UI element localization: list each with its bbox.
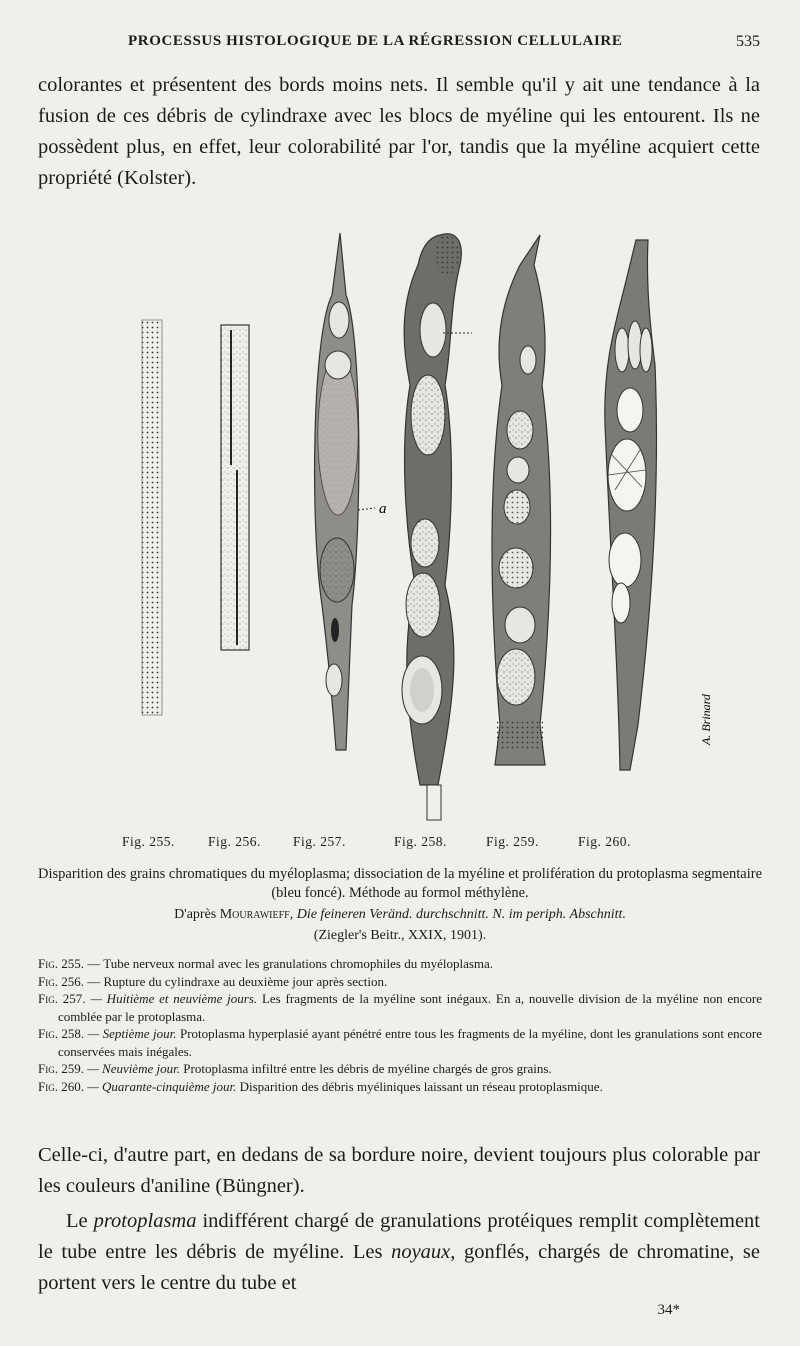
figure-legend xyxy=(38,955,762,1095)
fig-257-drawing xyxy=(315,233,387,750)
artist-signature: A. Brinard xyxy=(699,694,713,745)
fig-label-256: Fig. 256. xyxy=(208,834,261,849)
running-title: PROCESSUS HISTOLOGIQUE DE LA RÉGRESSION CELLULAIRE xyxy=(128,33,623,49)
caption-main: Disparition des grains chromatiques du myéloplasma; dissociation de la myéline et prolifération du protoplasma segmentaire (bleu foncé). Méthode au formol méthylène. xyxy=(38,866,763,901)
annotation-a: a xyxy=(379,501,387,517)
fig-label-259: Fig. 259. xyxy=(486,834,539,849)
fig-259-drawing xyxy=(492,235,550,765)
caption-source: D'après Mourawieff, Die feineren Veränd. durchschnitt. N. im periph. Abschnitt. xyxy=(174,907,626,922)
fig-255-drawing xyxy=(142,320,162,715)
fig-label-255: Fig. 255. xyxy=(122,834,175,849)
source-author: Mourawieff xyxy=(219,907,290,922)
source-prefix: D'après xyxy=(174,907,220,922)
paragraph-bottom-1 xyxy=(38,1140,760,1202)
signature-folio: 34* xyxy=(657,1302,680,1318)
fig-256-drawing xyxy=(221,325,249,650)
paragraph-bottom-1-text: Celle-ci, d'autre part, en dedans de sa bordure noire, devient toujours plus colorable par les couleurs d'aniline (Büngner). xyxy=(38,1144,760,1197)
figure-labels xyxy=(0,834,800,854)
legend-item: Fig. 260. — Quarante-cinquième jour. Disparition des débris myéliniques laissant un réseau protoplasmique. xyxy=(38,1078,603,1094)
fig-260-drawing xyxy=(605,240,713,770)
legend-item: Fig. 258. — Septième jour. Protoplasma hyperplasié ayant pénétré entre tous les fragments de la myéline, dont les granulations sont encore conservées mais inégales. xyxy=(38,1026,763,1059)
fig-label-260: Fig. 260. xyxy=(578,834,631,849)
legend-item: Fig. 257. — Huitième et neuvième jours. Les fragments de la myéline sont inégaux. En a, nouvelle division de la myéline non encore comblée par le protoplasma. xyxy=(38,991,763,1024)
fig-258-drawing xyxy=(402,234,472,820)
source-title: Die feineren Veränd. durchschnitt. N. im periph. Abschnitt. xyxy=(296,907,626,922)
figure-caption xyxy=(38,865,762,945)
fig-label-258: Fig. 258. xyxy=(394,834,447,849)
legend-item: Fig. 255. — Tube nerveux normal avec les granulations chromophiles du myéloplasma. xyxy=(38,956,494,971)
paragraph-bottom-2-text: Le protoplasma indifférent chargé de granulations protéiques remplit complètement le tube entre les débris de myéline. Les noyaux, gonflés, chargés de chromatine, se portent vers le centre du tube et xyxy=(38,1210,761,1294)
legend-item: Fig. 256. — Rupture du cylindraxe au deuxième jour après section. xyxy=(38,973,388,989)
paragraph-top-text: colorantes et présentent des bords moins nets. Il semble qu'il y ait une tendance à la fusion de ces débris de cylindraxe avec les blocs de myéline qui les entourent. Ils ne possèdent plus, en effet, leur colorabilité par l'or, tandis que la myéline acquiert cette propriété (Kolster). xyxy=(38,74,760,189)
histology-figure xyxy=(100,225,740,825)
page-number: 535 xyxy=(736,33,760,50)
paragraph-bottom-2 xyxy=(38,1206,760,1299)
page-header xyxy=(0,33,800,55)
legend-item: Fig. 259. — Neuvième jour. Protoplasma infiltré entre les débris de myéline chargés de gros grains. xyxy=(38,1061,552,1076)
paragraph-top xyxy=(38,70,760,194)
caption-journal: (Ziegler's Beitr., XXIX, 1901). xyxy=(313,928,487,943)
fig-label-257: Fig. 257. xyxy=(293,834,346,849)
